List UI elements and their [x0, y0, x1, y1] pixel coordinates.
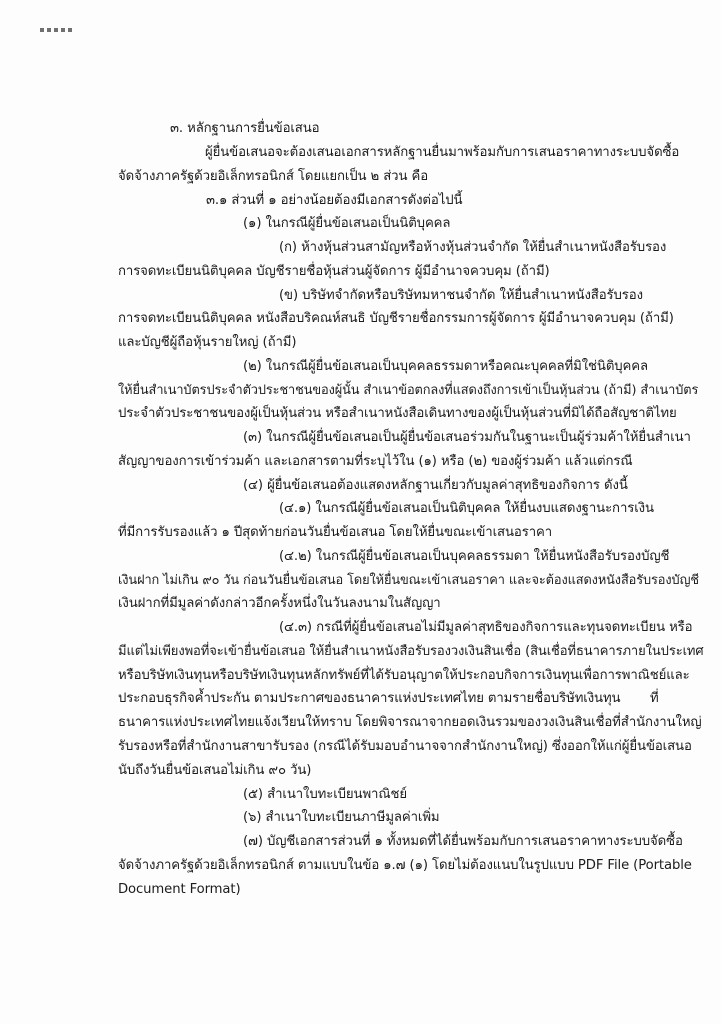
item-5: (๕) สำเนาใบทะเบียนพาณิชย์: [243, 787, 407, 802]
item-4-3-line-3: หรือบริษัทเงินทุนหรือบริษัทเงินทุนหลักทรัพย์ที่ได้รับอนุญาตให้ประกอบกิจการเงินทุนเพื่อการพาณิชย์และ: [118, 668, 690, 683]
item-2-line-3: ประจำตัวประชาชนของผู้เป็นหุ้นส่วน หรือสำเนาหนังสือเดินทางของผู้เป็นหุ้นส่วนที่มิได้ถือสัญชาติไทย: [118, 406, 677, 421]
item-4-title: (๔) ผู้ยื่นข้อเสนอต้องแสดงหลักฐานเกี่ยวกับมูลค่าสุทธิของกิจการ ดังนี้: [243, 478, 628, 493]
item-4-3-line-4-tail: ที่: [650, 691, 659, 706]
item-3-line-2: สัญญาของการเข้าร่วมค้า และเอกสารตามที่ระบุไว้ใน (๑) หรือ (๒) ของผู้ร่วมค้า แล้วแต่กรณี: [118, 454, 633, 469]
item-4-3-line-7: นับถึงวันยื่นข้อเสนอไม่เกิน ๙๐ วัน): [118, 763, 312, 778]
intro-line-2: จัดจ้างภาครัฐด้วยอิเล็กทรอนิกส์ โดยแยกเป็น ๒ ส่วน คือ: [118, 169, 429, 184]
item-4-2-line-1: (๔.๒) ในกรณีผู้ยื่นข้อเสนอเป็นบุคคลธรรมดา ให้ยื่นหนังสือรับรองบัญชี: [279, 549, 670, 564]
item-1a-line-2: การจดทะเบียนนิติบุคคล บัญชีรายชื่อหุ้นส่วนผู้จัดการ ผู้มีอำนาจควบคุม (ถ้ามี): [118, 264, 550, 279]
item-4-2-line-2: เงินฝาก ไม่เกิน ๙๐ วัน ก่อนวันยื่นข้อเสนอ โดยให้ยื่นขณะเข้าเสนอราคา และจะต้องแสดงหนังสือรับรองบัญชี: [118, 573, 699, 588]
intro-line-1: ผู้ยื่นข้อเสนอจะต้องเสนอเอกสารหลักฐานยื่นมาพร้อมกับการเสนอราคาทางระบบจัดซื้อ: [205, 145, 680, 160]
item-1a-line-1: (ก) ห้างหุ้นส่วนสามัญหรือห้างหุ้นส่วนจำกัด ให้ยื่นสำเนาหนังสือรับรอง: [279, 240, 667, 255]
item-4-3-line-2: มีแต่ไม่เพียงพอที่จะเข้ายื่นข้อเสนอ ให้ยื่นสำเนาหนังสือรับรองวงเงินสินเชื่อ (สินเชื่อที่ธนาคารภายในประเทศ: [118, 644, 704, 659]
section-heading: ๓. หลักฐานการยื่นข้อเสนอ: [170, 121, 320, 136]
item-6: (๖) สำเนาใบทะเบียนภาษีมูลค่าเพิ่ม: [243, 810, 440, 825]
item-1b-line-3: และบัญชีผู้ถือหุ้นรายใหญ่ (ถ้ามี): [118, 335, 297, 350]
item-2-line-2: ให้ยื่นสำเนาบัตรประจำตัวประชาชนของผู้นั้น สำเนาข้อตกลงที่แสดงถึงการเข้าเป็นหุ้นส่วน (ถ้ามี) สำเนาบัตร: [118, 383, 699, 398]
item-4-2-line-3: เงินฝากที่มีมูลค่าดังกล่าวอีกครั้งหนึ่งในวันลงนามในสัญญา: [118, 596, 441, 611]
item-1b-line-2: การจดทะเบียนนิติบุคคล หนังสือบริคณห์สนธิ บัญชีรายชื่อกรรมการผู้จัดการ ผู้มีอำนาจควบคุม (ถ้ามี): [118, 311, 674, 326]
item-4-3-line-6: รับรองหรือที่สำนักงานสาขารับรอง (กรณีได้รับมอบอำนาจจากสำนักงานใหญ่) ซึ่งออกให้แก่ผู้ยื่นข้อเสนอ: [118, 739, 692, 754]
item-1-title: (๑) ในกรณีผู้ยื่นข้อเสนอเป็นนิติบุคคล: [243, 216, 451, 231]
item-7-line-1: (๗) บัญชีเอกสารส่วนที่ ๑ ทั้งหมดที่ได้ยื่นพร้อมกับการเสนอราคาทางระบบจัดซื้อ: [243, 834, 683, 849]
item-4-1-line-1: (๔.๑) ในกรณีผู้ยื่นข้อเสนอเป็นนิติบุคคล ให้ยื่นงบแสดงฐานะการเงิน: [279, 501, 654, 516]
item-7-line-2: จัดจ้างภาครัฐด้วยอิเล็กทรอนิกส์ ตามแบบในข้อ ๑.๗ (๑) โดยไม่ต้องแนบในรูปแบบ PDF File (Portable: [118, 858, 692, 873]
item-3-line-1: (๓) ในกรณีผู้ยื่นข้อเสนอเป็นผู้ยื่นข้อเสนอร่วมกันในฐานะเป็นผู้ร่วมค้าให้ยื่นสำเนา: [243, 430, 691, 445]
item-7-line-3: Document Format): [118, 882, 241, 897]
item-4-1-line-2: ที่มีการรับรองแล้ว ๑ ปีสุดท้ายก่อนวันยื่นข้อเสนอ โดยให้ยื่นขณะเข้าเสนอราคา: [118, 525, 553, 540]
item-4-3-line-4: ประกอบธุรกิจค้ำประกัน ตามประกาศของธนาคารแห่งประเทศไทย ตามรายชื่อบริษัทเงินทุน: [118, 691, 621, 706]
item-2-line-1: (๒) ในกรณีผู้ยื่นข้อเสนอเป็นบุคคลธรรมดาหรือคณะบุคคลที่มิใช่นิติบุคคล: [243, 359, 648, 374]
subsection-3-1: ๓.๑ ส่วนที่ ๑ อย่างน้อยต้องมีเอกสารดังต่อไปนี้: [206, 193, 463, 208]
scan-mark: [40, 28, 74, 32]
item-1b-line-1: (ข) บริษัทจำกัดหรือบริษัทมหาชนจำกัด ให้ยื่นสำเนาหนังสือรับรอง: [279, 288, 643, 303]
item-4-3-line-5: ธนาคารแห่งประเทศไทยแจ้งเวียนให้ทราบ โดยพิจารณาจากยอดเงินรวมของวงเงินสินเชื่อที่สำนักงานใหญ่: [118, 715, 702, 730]
item-4-3-line-1: (๔.๓) กรณีที่ผู้ยื่นข้อเสนอไม่มีมูลค่าสุทธิของกิจการและทุนจดทะเบียน หรือ: [279, 620, 693, 635]
